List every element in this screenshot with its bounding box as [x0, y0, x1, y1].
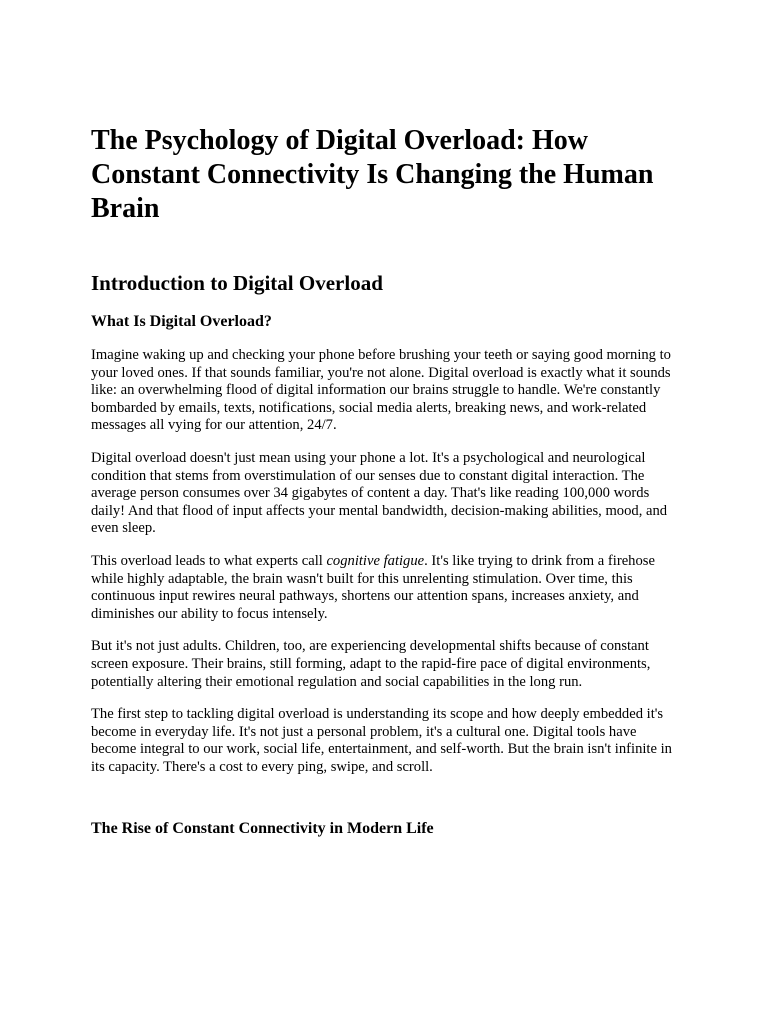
paragraph-1: Imagine waking up and checking your phone before brushing your teeth or saying good morning to your loved ones. If that sounds familiar, you're not alone. Digital overload is exactly what it sounds like: an overwhelming flood of digital information our brains struggle to handle. We're constantly bombarded by emails, texts, notifications, social media alerts, breaking news, and work-related messages all vying for our attention, 24/7.	[91, 347, 671, 434]
paragraph-3-start: This overload leads to what experts call	[91, 552, 327, 569]
next-section-heading: The Rise of Constant Connectivity in Modern Life	[91, 820, 434, 838]
document-page	[91, 124, 681, 854]
paragraph-2: Digital overload doesn't just mean using your phone a lot. It's a psychological and neurological condition that stems from overstimulation of our senses due to constant digital interaction. The average person consumes over 34 gigabytes of content a day. That's like reading 100,000 words daily! And that flood of input affects your mental bandwidth, decision-making abilities, mood, and even sleep.	[91, 449, 668, 537]
subsection-heading: What Is Digital Overload?	[91, 313, 272, 330]
cognitive-fatigue-emphasis: cognitive fatigue	[326, 552, 425, 569]
paragraph-4: But it's not just adults. Children, too, are experiencing developmental shifts because of constant screen exposure. Their brains, still forming, adapt to the rapid-fire pace of digital environments, potentially altering their emotional regulation and social capabilities in the long run.	[91, 638, 651, 690]
paragraph-3-end: . It's like trying to drink from a firehose while highly adaptable, the brain wasn't built for this unrelenting stimulation. Over time, this continuous input rewires neural pathways, shortens our attention spans, increases anxiety, and diminishes our ability to focus intensely.	[91, 552, 655, 622]
paragraph-5: The first step to tackling digital overload is understanding its scope and how deeply embedded it's become in everyday life. It's not just a personal problem, it's a cultural one. Digital tools have become integral to our work, social life, entertainment, and self-worth. But the brain isn't infinite in its capacity. There's a cost to every ping, swipe, and scroll.	[91, 706, 672, 775]
section-heading: Introduction to Digital Overload	[91, 271, 383, 295]
document-title: The Psychology of Digital Overload: How Constant Connectivity Is Changing the Human Brain	[91, 125, 654, 224]
paragraph-3	[91, 553, 681, 623]
